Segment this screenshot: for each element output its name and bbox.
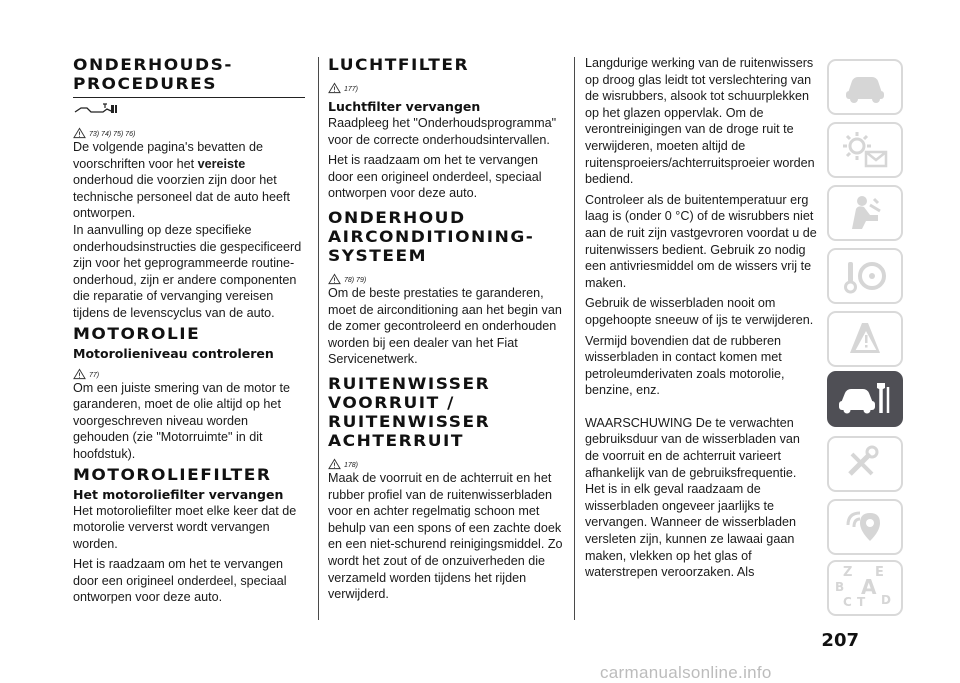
warning-refs: 78) 79) <box>328 267 563 285</box>
heading-ruit-1: RUITENWISSER <box>328 375 491 394</box>
paragraph: Het is raadzaam om het te vervangen door een origineel onderdeel, speciaal ontworpen voor deze auto. <box>73 557 287 605</box>
paragraph: Het is raadzaam om het te vervangen door een origineel onderdeel, speciaal ontworpen voor deze auto. <box>328 153 542 201</box>
heading-airco-1: ONDERHOUD <box>328 209 466 228</box>
warning-triangle-icon <box>328 273 341 285</box>
heading-ruit-4: ACHTERRUIT <box>328 432 464 451</box>
title-line-1: ONDERHOUDS- <box>73 56 233 75</box>
column-middle <box>328 57 563 603</box>
warning-triangle-icon <box>73 127 86 139</box>
tools-icon <box>840 444 890 484</box>
road-warning-icon <box>840 319 890 359</box>
car-dashboard-icon <box>840 69 890 105</box>
warning-refs: 178) <box>328 452 563 470</box>
tab-emergency[interactable] <box>827 311 903 367</box>
watermark: carmanualsonline.info <box>600 663 772 682</box>
warning-paragraph: WAARSCHUWING De te verwachten gebruiksduur van de wisserbladen van de voorruit en de achterruit varieert afhankelijk van de gebruiksfrequentie. Het is in elk geval raadzaam de wisserbladen ongeveer jaarlijks te vervangen. Wanneer de wisserbladen versleten zijn, kunnen ze lawaai gaan maken, vlekken op het glas of waterstrepen veroorzaken. Als <box>585 415 800 580</box>
paragraph: Langdurige werking van de ruitenwissers op droog glas leidt tot verslechtering van de wisrubbers, alsook tot schuurplekken op het glazen oppervlak. Om de verontreinigingen van de droge ruit te verwijderen, moeten altijd de ruitensproeiers/achterruitsproeier worden bediend. <box>585 56 815 187</box>
warning-triangle-icon <box>328 458 341 470</box>
page-number: 207 <box>821 630 859 651</box>
heading-airco-2: AIRCONDITIONING- <box>328 228 535 247</box>
subheading-niveau: Motorolieniveau controleren <box>73 345 274 361</box>
intro-paragraph: De volgende pagina's bevatten de voorschriften voor het vereiste onderhoud die voorzien zijn door het technische personeel dat de auto heeft ontworpen. <box>73 140 291 221</box>
alphabet-index-icon: Z E B A C T D <box>835 565 891 609</box>
paragraph: Om een juiste smering van de motor te garanderen, moet de olie altijd op het voorgeschreven niveau worden gehouden (zie "Motorruimte" in dit hoofdstuk). <box>73 380 290 461</box>
paragraph: Raadpleeg het "Onderhoudsprogramma" voor de correcte onderhoudsintervallen. <box>328 116 557 147</box>
column-divider <box>574 57 575 620</box>
heading-luchtfilter: LUCHTFILTER <box>328 56 470 75</box>
title-line-2: PROCEDURES <box>73 75 217 94</box>
subheading-lucht: Luchtfilter vervangen <box>328 99 481 114</box>
tab-safety[interactable] <box>827 185 903 241</box>
column-divider <box>318 57 319 620</box>
tab-dashboard[interactable] <box>827 59 903 115</box>
heading-motorolie: MOTOROLIE <box>73 324 201 344</box>
tab-lights[interactable] <box>827 122 903 178</box>
steering-key-icon <box>840 256 890 296</box>
sun-lights-icon <box>840 130 890 170</box>
seat-airbag-icon <box>840 193 890 233</box>
warning-refs: 177) <box>328 76 563 94</box>
heading-ruit-2: VOORRUIT / <box>328 394 455 413</box>
paragraph: Om de beste prestaties te garanderen, moet de airconditioning aan het begin van de zomer gecontroleerd en onderhouden worden bij een dealer van het Fiat Servicenetwerk. <box>328 285 562 367</box>
warning-refs: 73) 74) 75) 76) <box>73 121 305 139</box>
tab-maintenance[interactable] <box>827 371 903 427</box>
heading-airco-3: SYSTEEM <box>328 247 428 266</box>
tab-index[interactable] <box>827 560 903 616</box>
column-right <box>585 55 817 581</box>
paragraph: Gebruik de wisserbladen nooit om opgehoopte sneeuw of ijs te verwijderen. <box>585 296 814 327</box>
warning-triangle-icon <box>328 82 341 94</box>
paragraph: Vermijd bovendien dat de rubberen wisserbladen in contact komen met petroleumderivaten zoals motorolie, benzine, enz. <box>585 333 785 398</box>
subheading-filter: Het motoroliefilter vervangen <box>73 486 284 502</box>
tab-technical[interactable] <box>827 436 903 492</box>
tab-starting[interactable] <box>827 248 903 304</box>
paragraph: Maak de voorruit en de achterruit en het rubber profiel van de ruitenwisserbladen voor en achter regelmatig schoon met behulp van een spons of een zachte doek en een niet-schurend reinigingsmiddel. Zo wordt het zout of de onzuiverheden die verzameld worden tijdens het rijden verwijderd. <box>328 470 563 602</box>
column-left <box>73 57 305 606</box>
engine-oil-icon <box>73 102 118 116</box>
warning-refs: 77) <box>73 362 305 380</box>
car-wrench-icon <box>837 379 893 419</box>
media-location-icon <box>840 507 890 547</box>
heading-ruit-3: RUITENWISSER <box>328 413 491 432</box>
heading-motoroliefilter: MOTOROLIEFILTER <box>73 465 272 484</box>
paragraph: Controleer als de buitentemperatuur erg laag is (onder 0 °C) of de wisrubbers niet aan de ruit zijn vastgevroren voordat u de ruitenwissers bedient. Gebruik zo nodig een antivriesmiddel om de wissers vrij te maken. <box>585 192 817 290</box>
warning-triangle-icon <box>73 368 86 380</box>
paragraph: Het motoroliefilter moet elke keer dat de motorolie ververst wordt vervangen worden. <box>73 503 297 551</box>
paragraph: In aanvulling op deze specifieke onderhoudsinstructies die gespecificeerd zijn voor het geprogrammeerde routine-onderhoud, zijn er andere componenten die reparatie of vervanging vereisen tijdens de levenscyclus van de auto. <box>73 222 302 320</box>
tab-multimedia[interactable] <box>827 499 903 555</box>
